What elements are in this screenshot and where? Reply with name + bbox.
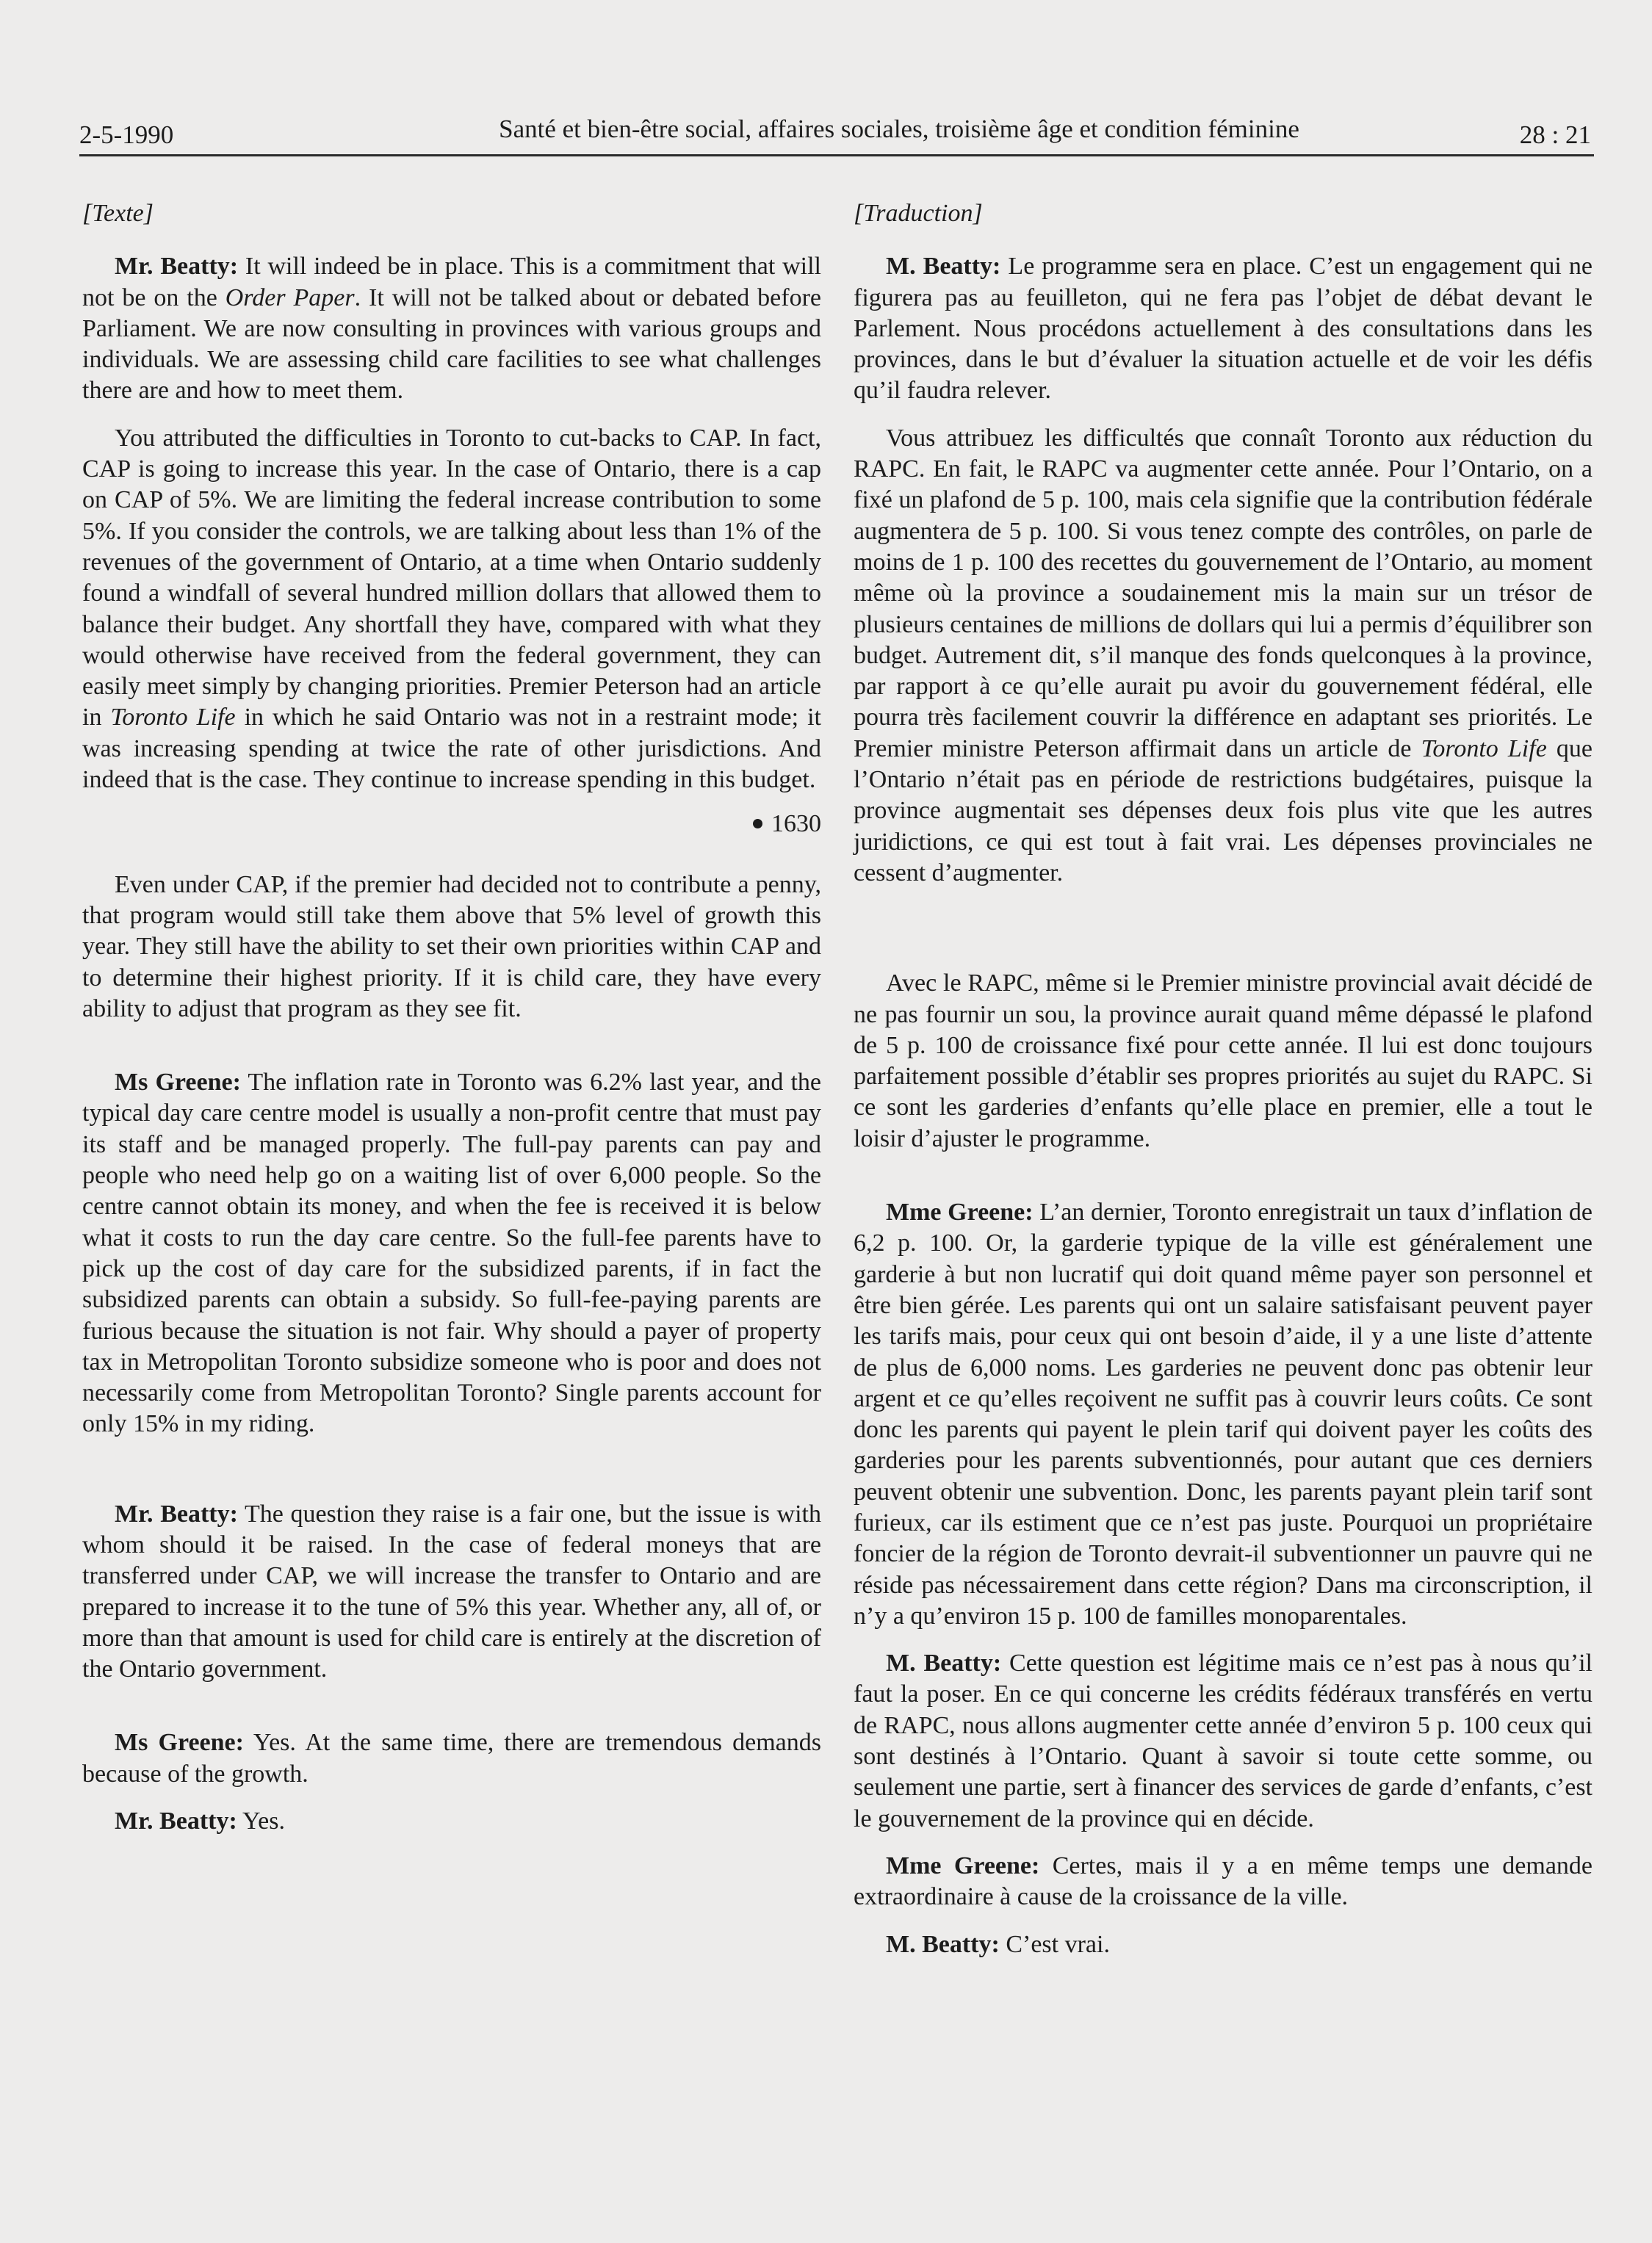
speaker-name: M. Beatty: (886, 253, 1001, 281)
paragraph-text: . It will not be talked about or debated before Parliament. We are now consulting in provinces with various groups and individuals. We are assessing child care facilities to see what challenges there are and how to meet them. (82, 283, 821, 405)
italic-title: Order Paper (225, 283, 355, 311)
paragraph (82, 251, 821, 406)
paragraph (854, 251, 1593, 406)
label-text: Traduction (863, 200, 973, 227)
paragraph-text: Certes, mais il y a en même temps une demande extraordinaire à cause de la croissance de la ville. (854, 1852, 1593, 1911)
time-marker-text: 1630 (771, 810, 821, 838)
label-text: Texte (92, 200, 144, 227)
bullet-icon (753, 819, 762, 828)
paragraph-text: in which he said Ontario was not in a restraint mode; it was increasing spending at twice the rate of other jurisdictions. And indeed that is the case. They continue to increase spending in this budget. (82, 704, 821, 794)
french-column (854, 198, 1593, 1960)
paragraph (82, 1067, 821, 1440)
paragraph (854, 423, 1593, 889)
paragraph-text: que l’Ontario n’était pas en période de restrictions budgétaires, puisque la province augmentait ses dépenses deux fois plus vite que les autres juridictions, ce qui est tout à fait vrai. Les dépenses provinciales ne cessent d’augmenter. (854, 734, 1593, 886)
speaker-name: Mr. Beatty: (115, 1807, 237, 1835)
speaker-name: Mr. Beatty: (115, 1500, 238, 1528)
speaker-name: Ms Greene: (115, 1729, 244, 1757)
paragraph-text: It will indeed be in place. This is a commitment that will not be on the (82, 253, 821, 311)
paragraph (82, 1806, 821, 1837)
paragraph-text: Yes. At the same time, there are tremendous demands because of the growth. (82, 1729, 821, 1788)
paragraph-text: C’est vrai. (999, 1930, 1110, 1958)
page-header (79, 109, 1594, 156)
column-label: [Texte] (82, 200, 154, 227)
paragraph (82, 423, 821, 796)
paragraph (854, 1197, 1593, 1632)
paragraph (854, 1851, 1593, 1913)
header-date: 2-5-1990 (79, 120, 174, 149)
header-title: Santé et bien-être social, affaires sociales, troisième âge et condition féminine (499, 115, 1299, 143)
paragraph-text: The question they raise is a fair one, but the issue is with whom should it be raised. In the case of federal moneys that are transferred under CAP, we will increase the transfer to Ontario and are prepared to increase it to the tune of 5% this year. Whether any, all of, or more than that amount is used for child care is entirely at the discretion of the Ontario government. (82, 1500, 822, 1683)
paragraph-text: Le programme sera en place. C’est un engagement qui ne figurera pas au feuilleton, qui ne fera pas l’objet de débat devant le Parlement. Nous procédons actuellement à des consultations dans les provinces, dans le but d’évaluer la situation actuelle et de voir les défis qu’il faudra relever. (854, 253, 1593, 405)
paragraph-text: Cette question est légitime mais ce n’est pas à nous qu’il faut la poser. En ce qui concerne les crédits fédéraux transférés en vertu de RAPC, nous allons augmenter cette année d’environ 5 p. 100 ceux qui sont destinés à l’Ontario. Quant à savoir si toute cette somme, ou seulement une partie, sert à financer des services de garde d’enfants, c’est le gouvernement de la province qui en décide. (854, 1650, 1593, 1832)
paragraph (854, 1929, 1593, 1960)
paragraph: Even under CAP, if the premier had decided not to contribute a penny, that program would still take them above that 5% level of growth this year. They still have the ability to set their own priorities within CAP and to determine their highest priority. If it is child care, they have every ability to adjust that program as they see fit. (82, 870, 821, 1022)
italic-title: Toronto Life (1421, 734, 1547, 762)
speaker-name: Mme Greene: (886, 1199, 1034, 1227)
speaker-name: M. Beatty: (886, 1930, 1000, 1958)
speaker-name: Ms Greene: (115, 1069, 241, 1097)
speaker-name: M. Beatty: (886, 1650, 1002, 1677)
speaker-name: Mr. Beatty: (115, 253, 239, 281)
header-page-number: 28 : 21 (1519, 120, 1591, 149)
paragraph-text: Yes. (237, 1807, 286, 1835)
paragraph-text: L’an dernier, Toronto enregistrait un taux d’inflation de 6,2 p. 100. Or, la garderie typique de la ville est généralement une garderie à but non lucratif qui doit quand même payer son personnel et être bien gérée. Les parents qui ont un salaire satisfaisant peuvent payer les tarifs mais, pour ceux qui ont besoin d’aide, il y a une liste d’attente de plus de 6,000 noms. Les garderies ne peuvent donc pas obtenir leur argent et ce qu’elles reçoivent ne suffit pas à couvrir leurs coûts. Ce sont donc les parents qui payent le plein tarif qui doivent payer les coûts des garderies pour les parents subventionnés, pour autant que ces derniers peuvent obtenir une subvention. Donc, les parents payant plein tarif sont furieux, car ils estiment que ce n’est pas juste. Pourquoi un propriétaire foncier de la région de Toronto devrait-il subventionner un pauvre qui ne réside pas nécessairement dans cette région? Dans ma circonscription, il n’y a qu’environ 15 p. 100 de familles monoparentales. (854, 1199, 1593, 1630)
time-marker (82, 809, 821, 839)
paragraph (82, 1727, 821, 1790)
paragraph: Avec le RAPC, même si le Premier ministre provincial avait décidé de ne pas fournir un sou, la province aurait quand même dépassé le plafond de 5 p. 100 de croissance fixé pour cette année. Il lui est donc toujours parfaitement possible d’établir ses propres priorités au sujet du RAPC. Si ce sont les garderies d’enfants qu’elle place en premier, elle a tout le loisir d’ajuster le programme. (854, 969, 1593, 1152)
paragraph (82, 1499, 821, 1686)
english-column (82, 198, 821, 1837)
column-label: [Traduction] (854, 200, 983, 227)
paragraph-text: The inflation rate in Toronto was 6.2% last year, and the typical day care centre model is usually a non-profit centre that must pay its staff and be managed properly. The full-pay parents can pay and people who need help go on a waiting list of over 6,000 people. So the centre cannot obtain its money, and when the fee is received it is below what it costs to run the day care centre. So the full-fee parents have to pick up the cost of day care for the subsidized parents, if in fact the subsidized parents can obtain a subsidy. So full-fee-paying parents are furious because the situation is not fair. Why should a payer of property tax in Metropolitan Toronto subsidize someone who is poor and does not necessarily come from Metropolitan Toronto? Single parents account for only 15% in my riding. (82, 1069, 821, 1438)
paragraph-text: You attributed the difficulties in Toronto to cut-backs to CAP. In fact, CAP is going to increase this year. In the case of Ontario, there is a cap on CAP of 5%. We are limiting the federal increase contribution to some 5%. If you consider the controls, we are talking about less than 1% of the revenues of the government of Ontario, at a time when Ontario suddenly found a windfall of several hundred million dollars that allowed them to balance their budget. Any shortfall they have, compared with what they would otherwise have received from the federal government, they can easily meet simply by changing priorities. Premier Peterson had an article in (82, 424, 821, 732)
speaker-name: Mme Greene: (886, 1852, 1040, 1879)
italic-title: Toronto Life (110, 704, 236, 732)
paragraph (854, 1648, 1593, 1835)
paragraph-text: Vous attribuez les difficultés que connaît Toronto aux réduction du RAPC. En fait, le RAPC va augmenter cette année. Pour l’Ontario, on a fixé un plafond de 5 p. 100, mais cela signifie que la contribution fédérale augmentera de 5 p. 100. Si vous tenez compte des contrôles, on parle de moins de 1 p. 100 des recettes du gouvernement de l’Ontario, au moment même où la province a soudainement mis la main sur un trésor de plusieurs centaines de millions de dollars qui lui a permis d’équilibrer son budget. Autrement dit, s’il manque des fonds quelconques à la province, par rapport à ce qu’elle aurait pu avoir du gouvernement fédéral, elle pourra très facilement couvrir la différence en adaptant ses priorités. Le Premier ministre Peterson affirmait dans un article de (854, 424, 1593, 762)
